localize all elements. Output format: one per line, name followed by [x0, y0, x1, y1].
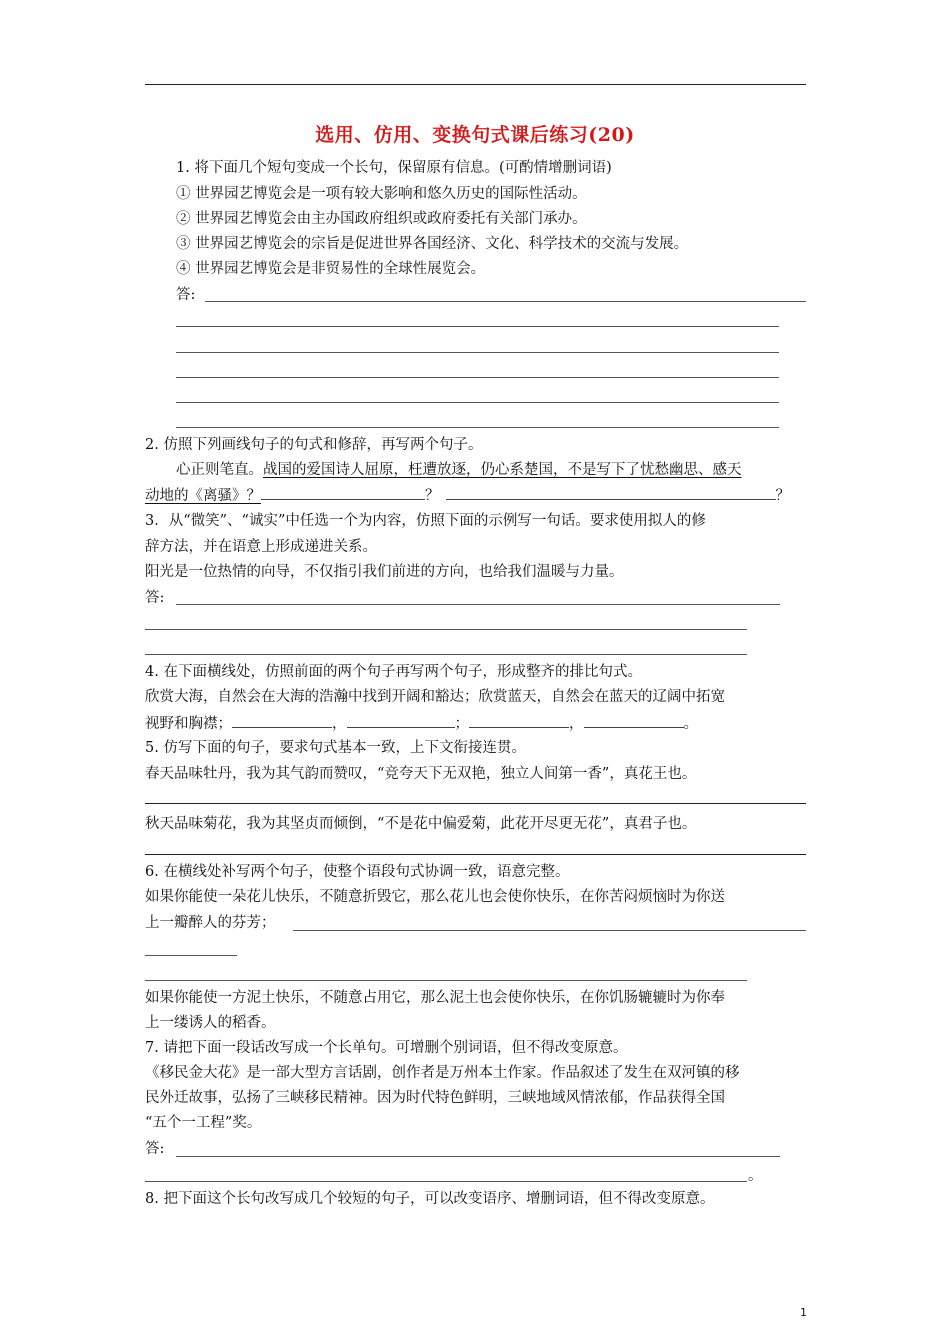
header-rule: [145, 84, 806, 85]
q2-underlined-sentence: 战国的爱国诗人屈原，枉遭放逐，仍心系楚国，不是写下了忧愁幽思、感天: [263, 462, 742, 478]
q5-answer-line-1[interactable]: [145, 803, 806, 804]
q6-answer-line-1[interactable]: [293, 930, 806, 931]
q1-answer-line-1[interactable]: [205, 301, 806, 302]
q6-stem: 6. 在横线处补写两个句子，使整个语段句式协调一致，语意完整。: [145, 864, 570, 880]
q4-stem: 4. 在下面横线处，仿照前面的两个句子再写两个句子，形成整齐的排比句式。: [145, 664, 642, 680]
q6-text-line-4: 上一缕诱人的稻香。: [145, 1015, 276, 1031]
q7-text-line-3: “五个一工程”奖。: [145, 1115, 262, 1131]
q1-answer-line-5[interactable]: [176, 402, 779, 403]
q4-text-line-2: [145, 713, 698, 734]
q1-answer-line-6[interactable]: [176, 427, 779, 428]
q4-blank-2[interactable]: [347, 713, 455, 728]
q5-line-2: 秋天品味菊花，我为其坚贞而倾倒，“不是花中偏爱菊，此花开尽更无花”，真君子也。: [145, 816, 697, 832]
q1-answer-line-4[interactable]: [176, 377, 779, 378]
q1-answer-line-3[interactable]: [176, 352, 779, 353]
q4-blank-1[interactable]: [232, 713, 332, 728]
q6-text-line-3: 如果你能使一方泥土快乐，不随意占用它，那么泥土也会使你快乐，在你饥肠辘辘时为你奉: [145, 990, 725, 1006]
q2-plain-sentence: 心正则笔直。: [176, 462, 263, 478]
q4-comma-1: ，: [332, 716, 347, 732]
q2-question-mark-2: ？: [775, 488, 790, 504]
q2-underlined-sentence-end: 动地的《离骚》？: [145, 488, 261, 504]
q5-line-1: 春天品味牡丹，我为其气韵而赞叹，“竞夸天下无双艳，独立人间第一香”，真花王也。: [145, 766, 697, 782]
q6-text-line-2: 上一瓣醉人的芬芳；: [145, 915, 276, 931]
q1-item-1: ① 世界园艺博览会是一项有较大影响和悠久历史的国际性活动。: [176, 186, 587, 202]
q2-stem: 2. 仿照下列画线句子的句式和修辞，再写两个句子。: [145, 437, 483, 453]
q1-item-4: ④ 世界园艺博览会是非贸易性的全球性展览会。: [176, 261, 486, 277]
q4-text-line-1: 欣赏大海，自然会在大海的浩瀚中找到开阔和豁达；欣赏蓝天，自然会在蓝天的辽阔中拓宽: [145, 689, 725, 705]
q4-comma-2: ，: [569, 716, 584, 732]
q3-stem-line-2: 辞方法，并在语意上形成递进关系。: [145, 539, 377, 555]
q4-blank-3[interactable]: [469, 713, 569, 728]
q4-period: 。: [683, 716, 698, 732]
q2-blank-1[interactable]: [261, 485, 425, 500]
q3-stem-line-1: 3．从“微笑”、“诚实”中任选一个为内容，仿照下面的示例写一句话。要求使用拟人的修: [145, 513, 706, 529]
q1-item-2: ② 世界园艺博览会由主办国政府组织或政府委托有关部门承办。: [176, 211, 587, 227]
page-number: 1: [800, 1306, 807, 1319]
q2-blank-2[interactable]: [446, 485, 776, 500]
page-title: 选用、仿用、变换句式课后练习(20): [315, 124, 635, 146]
q3-answer-line-2[interactable]: [145, 629, 747, 630]
q7-answer-line-2[interactable]: [145, 1181, 747, 1182]
q4-text-start: 视野和胸襟；: [145, 716, 232, 732]
q1-answer-line-2[interactable]: [176, 326, 779, 327]
q6-answer-line-2[interactable]: [145, 955, 237, 956]
q7-text-line-1: 《移民金大花》是一部大型方言话剧，创作者是万州本土作家。作品叙述了发生在双河镇的移: [145, 1065, 740, 1081]
q6-answer-line-3[interactable]: [145, 980, 747, 981]
q8-stem: 8. 把下面这个长句改写成几个较短的句子，可以改变语序、增删词语，但不得改变原意。: [145, 1191, 715, 1207]
q7-answer-label: 答:: [145, 1141, 165, 1157]
q1-stem: 1. 将下面几个短句变成一个长句，保留原有信息。(可酌情增删词语): [176, 160, 612, 176]
q1-item-3: ③ 世界园艺博览会的宗旨是促进世界各国经济、文化、科学技术的交流与发展。: [176, 236, 689, 252]
q2-text-line-2: [145, 485, 790, 506]
q7-stem: 7. 请把下面一段话改写成一个长单句。可增删个别词语，但不得改变原意。: [145, 1040, 628, 1056]
q1-answer-label: 答:: [176, 287, 196, 303]
q7-text-line-2: 民外迁故事，弘扬了三峡移民精神。因为时代特色鲜明，三峡地域风情浓郁，作品获得全国: [145, 1090, 725, 1106]
q3-answer-label: 答:: [145, 590, 165, 606]
q2-text-line-1: [176, 460, 742, 480]
q7-answer-line-1[interactable]: [176, 1156, 780, 1157]
q6-text-line-1: 如果你能使一朵花儿快乐，不随意折毁它，那么花儿也会使你快乐，在你苦闷烦恼时为你送: [145, 889, 725, 905]
q3-example: 阳光是一位热情的向导，不仅指引我们前进的方向，也给我们温暖与力量。: [145, 564, 624, 580]
q5-stem: 5. 仿写下面的句子，要求句式基本一致，上下文衔接连贯。: [145, 740, 526, 756]
q3-answer-line-3[interactable]: [145, 654, 747, 655]
q5-answer-line-2[interactable]: [145, 854, 806, 855]
q3-answer-line-1[interactable]: [176, 604, 780, 605]
q4-semicolon: ；: [454, 716, 469, 732]
q4-blank-4[interactable]: [584, 713, 684, 728]
q7-period: 。: [748, 1168, 763, 1184]
q2-question-mark-1: ？: [425, 488, 440, 504]
